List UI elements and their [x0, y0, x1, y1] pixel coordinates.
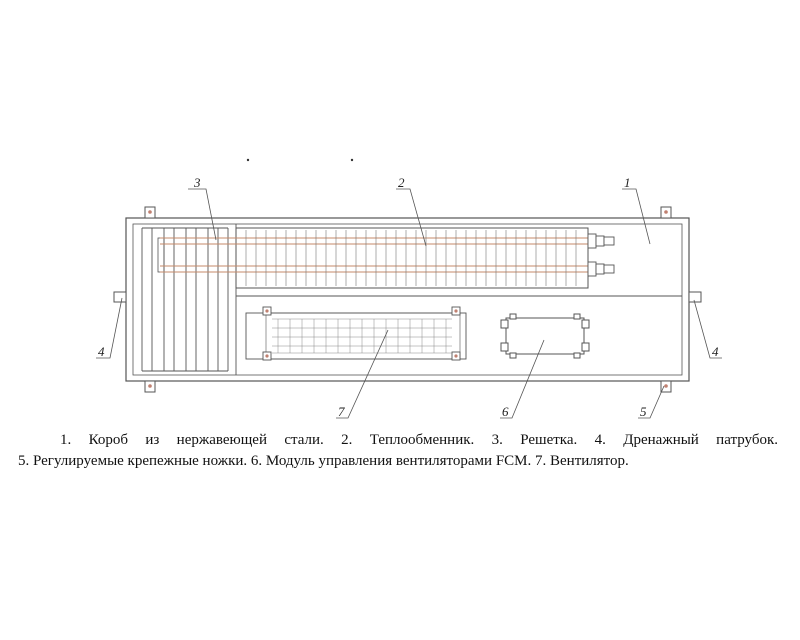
callout-6: 6	[502, 404, 509, 419]
caption-line-2: 5. Регулируемые крепежные ножки. 6. Модуль управления вентиляторами FCM. 7. Вентилятор.	[18, 453, 629, 469]
callout-5: 5	[640, 404, 647, 419]
callout-7: 7	[338, 404, 345, 419]
callout-3: 3	[194, 175, 201, 190]
figure-caption	[18, 430, 778, 472]
callout-1: 1	[624, 175, 631, 190]
grille	[142, 224, 236, 375]
callout-4-left: 4	[98, 344, 105, 359]
callout-4-right: 4	[712, 344, 719, 359]
mounting-feet-top	[145, 207, 671, 218]
callout-2: 2	[398, 175, 405, 190]
mounting-feet-bottom	[145, 381, 671, 392]
caption-line-1: 1. Короб из нержавеющей стали. 2. Теплообменник. 3. Решетка. 4. Дренажный патрубок.	[60, 432, 778, 448]
leader-lines	[96, 189, 722, 418]
fcm-module	[501, 314, 589, 358]
fan	[246, 307, 466, 360]
stray-mark	[247, 159, 249, 161]
drain-pipes	[114, 292, 701, 302]
stray-mark	[351, 159, 353, 161]
